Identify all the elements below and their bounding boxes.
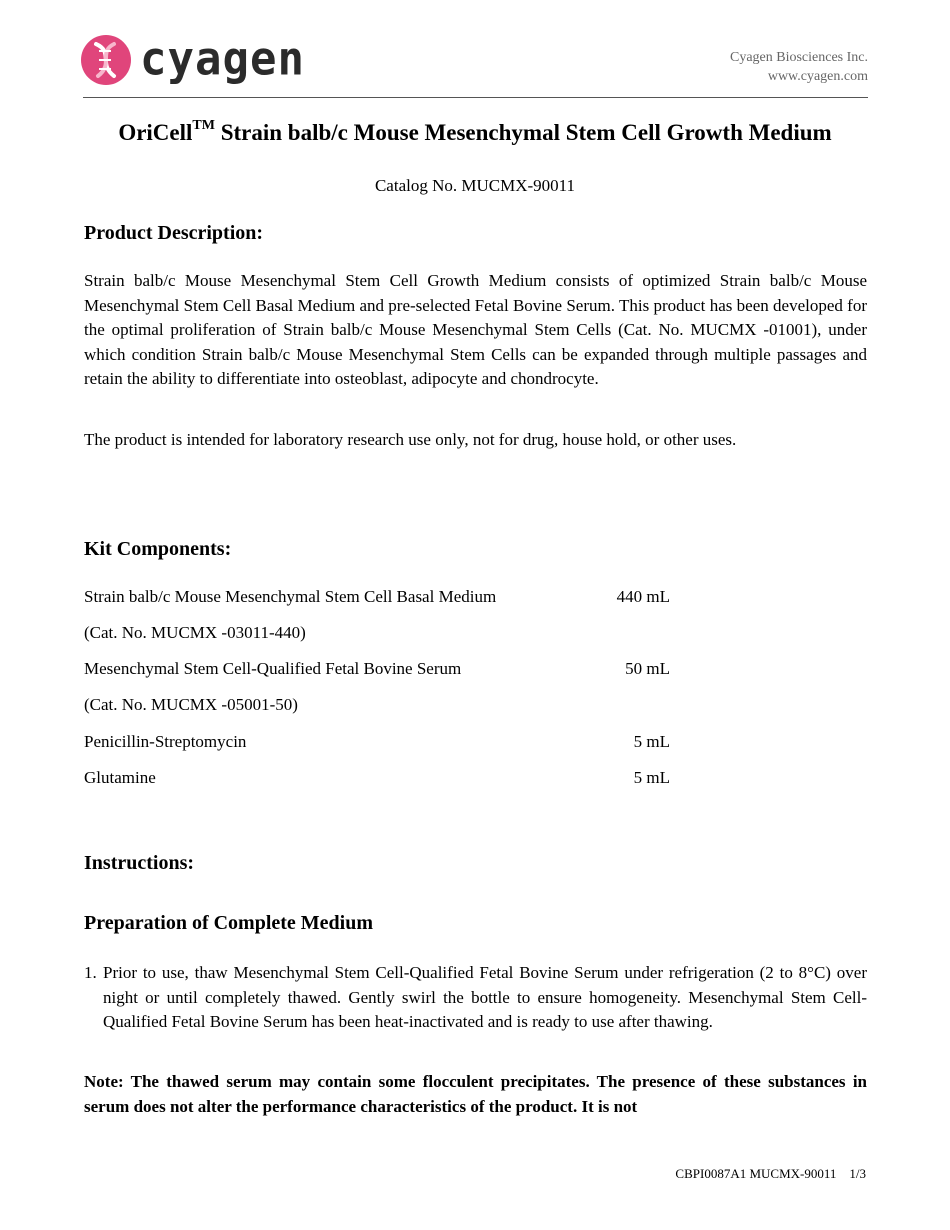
company-name: Cyagen Biosciences Inc. (729, 50, 868, 65)
document-code: CBPI0087A1 MUCMX-90011 (675, 1166, 837, 1181)
product-description-heading: Product Description: (84, 222, 264, 244)
kit-component-row (84, 623, 670, 643)
component-amount: 5 mL (633, 732, 670, 751)
company-website[interactable]: www.cyagen.com (767, 69, 868, 84)
page-title (0, 120, 950, 146)
serum-note: Note: The thawed serum may contain some flocculent precipitates. The presence of these substances in serum does not alter the performance characteristics of the product. It is not (84, 1072, 867, 1116)
preparation-subheading: Preparation of Complete Medium (84, 912, 374, 934)
component-name: Penicillin-Streptomycin (84, 732, 247, 751)
page-header (80, 30, 868, 98)
instructions-heading: Instructions: (84, 852, 195, 874)
intended-use-paragraph: The product is intended for laboratory research use only, not for drug, house hold, or other uses. (84, 430, 737, 449)
component-name: Mesenchymal Stem Cell-Qualified Fetal Bovine Serum (84, 659, 462, 678)
kit-component-row (84, 659, 670, 679)
component-name: (Cat. No. MUCMX -05001-50) (84, 695, 298, 714)
component-amount: 440 mL (616, 587, 670, 606)
kit-component-row (84, 587, 670, 607)
logo-wordmark: cyagen (140, 32, 305, 87)
kit-component-row (84, 732, 670, 752)
component-name: Glutamine (84, 768, 156, 787)
catalog-number: Catalog No. MUCMX-90011 (374, 176, 576, 195)
kit-component-row (84, 768, 670, 788)
product-description-paragraph: Strain balb/c Mouse Mesenchymal Stem Cell Growth Medium consists of optimized Strain balb/c Mouse Mesenchymal Stem Cell Basal Medium and pre-selected Fetal Bovine Serum. This product has been developed for the optimal proliferation of Strain balb/c Mouse Mesenchymal Stem Cells (Cat. No. MUCMX -01001), under which condition Strain balb/c Mouse Mesenchymal Stem Cells can be expanded through multiple passages and retain the ability to differentiate into osteoblast, adipocyte and chondrocyte. (84, 271, 867, 388)
component-amount: 50 mL (625, 659, 670, 678)
title-brand: OriCell (118, 120, 193, 145)
kit-component-row (84, 695, 670, 715)
title-trademark: TM (192, 118, 215, 134)
instruction-step (84, 961, 867, 1035)
cyagen-logo-icon (80, 34, 132, 86)
company-info (730, 48, 868, 86)
page-number: 1/3 (849, 1166, 866, 1181)
step-text: Prior to use, thaw Mesenchymal Stem Cell-Qualified Fetal Bovine Serum under refrigeration (2 to 8°C) over night or until completely thawed. Gently swirl the bottle to ensure homogeneity. Mesenchymal Stem Cell-Qualified Fetal Bovine Serum has been heat-inactivated and is ready to use after thawing. (103, 963, 867, 1031)
component-name: (Cat. No. MUCMX -03011-440) (84, 623, 306, 642)
step-number: 1. (84, 963, 97, 982)
page-footer (675, 1166, 866, 1182)
component-amount: 5 mL (633, 768, 670, 787)
kit-components-heading: Kit Components: (84, 538, 232, 560)
title-rest: Strain balb/c Mouse Mesenchymal Stem Cell Growth Medium (214, 120, 832, 145)
header-divider (83, 97, 868, 98)
component-name: Strain balb/c Mouse Mesenchymal Stem Cell Basal Medium (84, 587, 497, 606)
cyagen-logo (80, 34, 305, 86)
